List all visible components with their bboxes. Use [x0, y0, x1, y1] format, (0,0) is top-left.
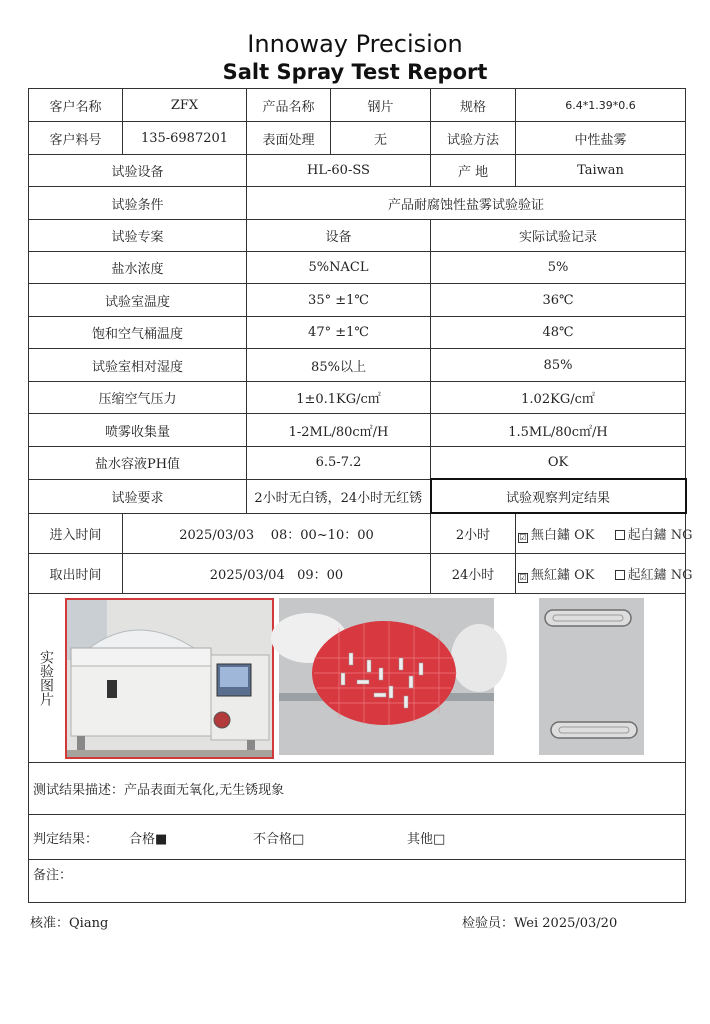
param-item: 试验室温度: [29, 284, 247, 317]
product-name-label: 产品名称: [247, 89, 331, 122]
judgement-other: 其他□: [407, 831, 446, 847]
in-ok-label: 無白鏽 OK: [531, 528, 595, 543]
equipment-label: 试验设备: [29, 155, 247, 187]
photos-cell: [29, 594, 686, 763]
param-record: 1.02KG/c㎡: [431, 382, 686, 414]
param-row: [29, 284, 686, 317]
condition-label: 试验条件: [29, 187, 247, 220]
judgement-row: [29, 815, 686, 860]
time-in-hours: 2小时: [431, 513, 516, 554]
param-row: [29, 414, 686, 447]
params-header-item: 试验专案: [29, 220, 247, 252]
photo-test-chamber: [65, 598, 274, 759]
param-item: 盐水浓度: [29, 252, 247, 284]
param-record: 5%: [431, 252, 686, 284]
param-row: [29, 447, 686, 480]
photo-steel-strips: [539, 598, 644, 755]
param-item: 盐水容液PH值: [29, 447, 247, 480]
spec-label: 规格: [431, 89, 516, 122]
result-header: 试验观察判定结果: [431, 479, 686, 513]
report-table: [28, 88, 693, 903]
checkbox-icon: [615, 570, 625, 580]
checked-checkbox-icon: ☑: [519, 573, 527, 582]
param-equipment: 6.5-7.2: [247, 447, 431, 480]
param-record: 85%: [431, 349, 686, 382]
customer-part-label: 客户料号: [29, 122, 123, 155]
condition-value: 产品耐腐蚀性盐雾试验验证: [247, 187, 686, 220]
time-out-result: [516, 554, 693, 594]
param-equipment: 1-2ML/80c㎡/H: [247, 414, 431, 447]
param-record: 36℃: [431, 284, 686, 317]
out-ng-label: 起紅鏽 NG: [627, 568, 693, 583]
equipment-value: HL-60-SS: [247, 155, 431, 187]
judgement-label: 判定结果：: [33, 831, 99, 847]
param-equipment: 35° ±1℃: [247, 284, 431, 317]
time-out-row: [29, 554, 686, 594]
time-out-value: 2025/03/04 09：00: [123, 554, 431, 594]
approver: 核准：Qiang: [30, 916, 109, 931]
param-item: 试验室相对湿度: [29, 349, 247, 382]
requirement-label: 试验要求: [29, 479, 247, 513]
params-header-record: 实际试验记录: [431, 220, 686, 252]
info-row-1: [29, 89, 686, 122]
surface-label: 表面处理: [247, 122, 331, 155]
surface-value: 无: [331, 122, 431, 155]
report-title: Salt Spray Test Report: [222, 60, 488, 84]
out-ok-label: 無紅鏽 OK: [531, 568, 595, 583]
spec-value: 6.4*1.39*0.6: [516, 89, 686, 122]
param-item: 喷雾收集量: [29, 414, 247, 447]
time-in-label: 进入时间: [29, 513, 123, 554]
judgement-fail: 不合格□: [253, 831, 305, 847]
param-record: 1.5ML/80c㎡/H: [431, 414, 686, 447]
param-row: [29, 317, 686, 349]
company-name: Innoway Precision: [247, 30, 463, 58]
param-item: 饱和空气桶温度: [29, 317, 247, 349]
remarks-label: 备注：: [29, 860, 686, 903]
param-item: 压缩空气压力: [29, 382, 247, 414]
product-name-value: 钢片: [331, 89, 431, 122]
origin-value: Taiwan: [516, 155, 686, 187]
time-out-hours: 24小时: [431, 554, 516, 594]
info-row-2: [29, 122, 686, 155]
time-in-result: [516, 513, 693, 554]
param-equipment: 47° ±1℃: [247, 317, 431, 349]
param-record: OK: [431, 447, 686, 480]
steel-strips-illustration-icon: [539, 598, 644, 755]
sample-tray-illustration-icon: [279, 598, 494, 755]
remarks-row: [29, 860, 686, 903]
judgement-cell: [29, 815, 686, 860]
time-out-label: 取出时间: [29, 554, 123, 594]
customer-name-label: 客户名称: [29, 89, 123, 122]
params-header-row: [29, 220, 686, 252]
photos-row: [29, 594, 686, 763]
equipment-row: [29, 155, 686, 187]
judgement-pass: 合格■: [129, 831, 168, 847]
param-equipment: 1±0.1KG/c㎡: [247, 382, 431, 414]
customer-name-value: ZFX: [123, 89, 247, 122]
param-row: [29, 349, 686, 382]
param-equipment: 5%NACL: [247, 252, 431, 284]
requirement-row: [29, 479, 686, 513]
customer-part-value: 135-6987201: [123, 122, 247, 155]
method-label: 试验方法: [431, 122, 516, 155]
param-row: [29, 382, 686, 414]
description-text: 测试结果描述：产品表面无氧化,无生锈现象: [29, 763, 686, 815]
time-in-row: [29, 513, 686, 554]
method-value: 中性盐雾: [516, 122, 686, 155]
param-row: [29, 252, 686, 284]
params-header-equipment: 设备: [247, 220, 431, 252]
param-equipment: 85%以上: [247, 349, 431, 382]
in-ng-label: 起白鏽 NG: [627, 528, 693, 543]
condition-row: [29, 187, 686, 220]
photo-sample-tray: [279, 598, 494, 755]
chamber-illustration-icon: [67, 600, 272, 757]
checkbox-icon: [615, 530, 625, 540]
origin-label: 产 地: [431, 155, 516, 187]
description-row: [29, 763, 686, 815]
time-in-value: 2025/03/03 08：00~10：00: [123, 513, 431, 554]
param-record: 48℃: [431, 317, 686, 349]
checked-checkbox-icon: ☑: [519, 533, 527, 542]
photos-label: 实验图片: [38, 650, 54, 706]
inspector: 检验员：Wei 2025/03/20: [462, 916, 618, 931]
requirement-value: 2小时无白锈，24小时无红锈: [247, 479, 431, 513]
